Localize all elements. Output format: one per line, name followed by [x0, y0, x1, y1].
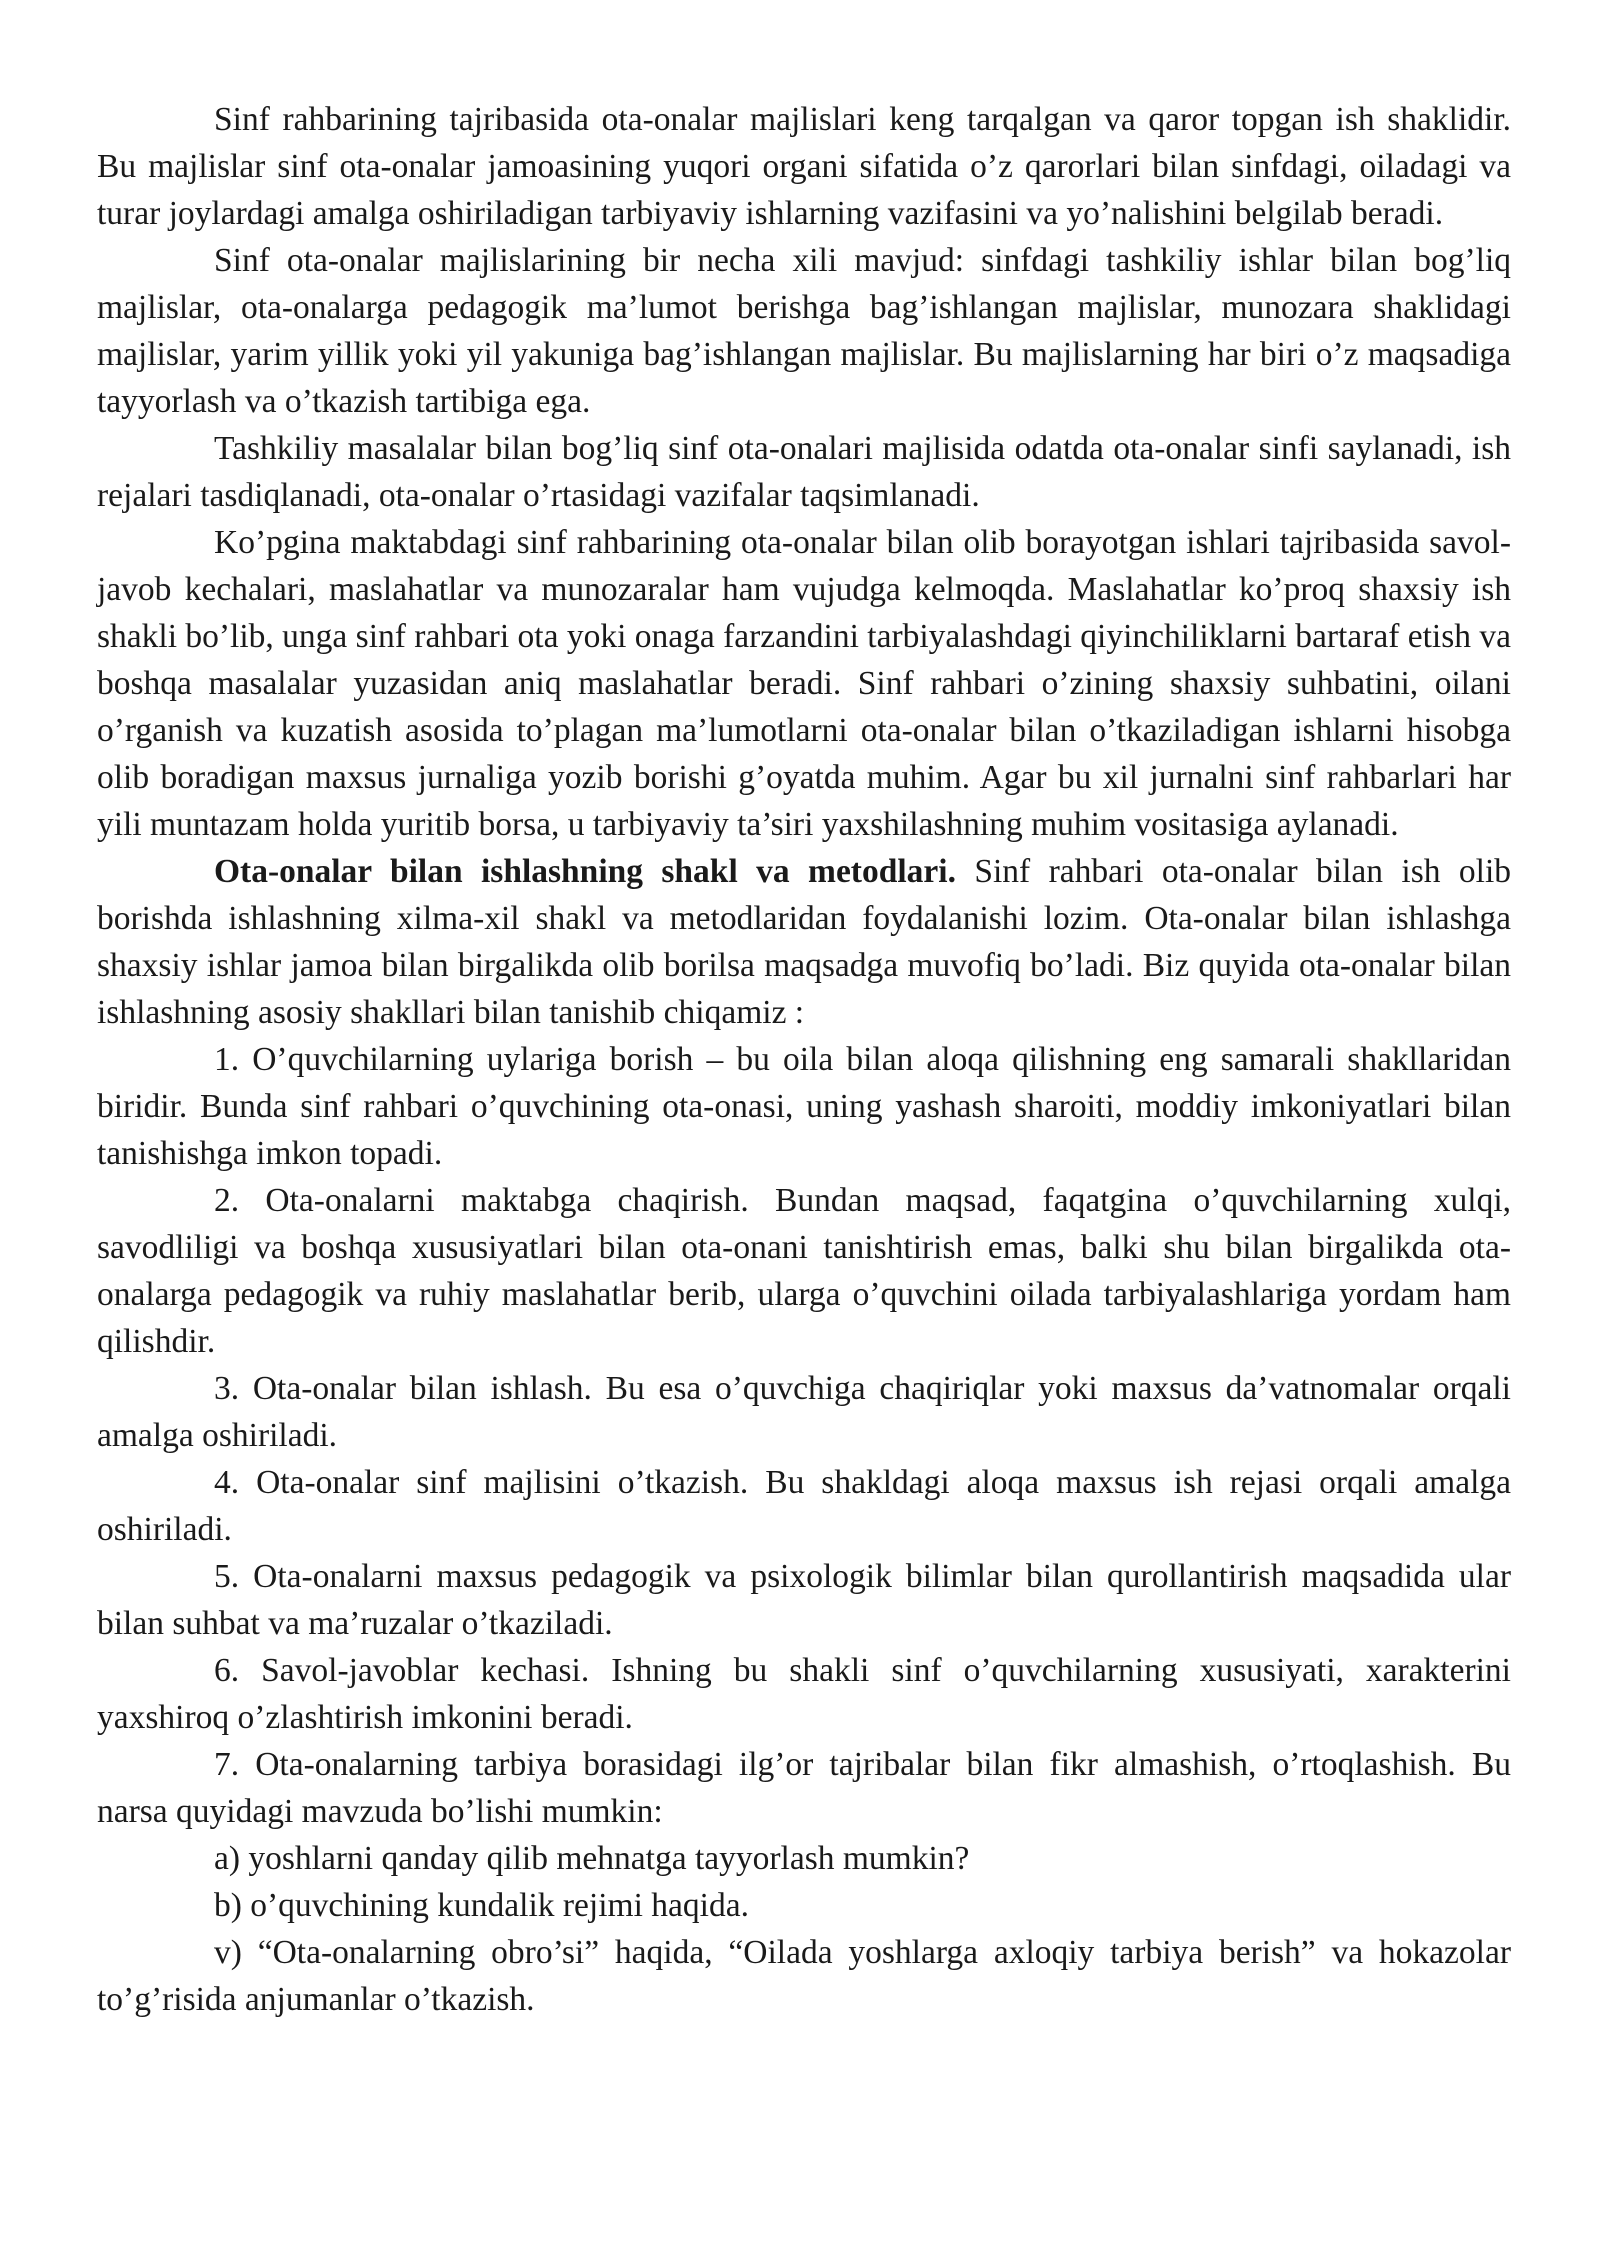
paragraph-3: Tashkiliy masalalar bilan bog’liq sinf ota-onalari majlisida odatda ota-onalar sinfi saylanadi, ish rejalari tasdiqlanadi, ota-onalar o’rtasidagi vazifalar taqsimlanadi.	[97, 430, 1511, 514]
list-item-1: 1. O’quvchilarning uylariga borish – bu oila bilan aloqa qilishning eng samarali shakllaridan biridir. Bunda sinf rahbari o’quvchining ota-onasi, uning yashash sharoiti, moddiy imkoniyatlari bilan tanishishga imkon topadi.	[97, 1041, 1511, 1172]
paragraph-2: Sinf ota-onalar majlislarining bir necha xili mavjud: sinfdagi tashkiliy ishlar bilan bog’liq majlislar, ota-onalarga pedagogik ma’lumot berishga bag’ishlangan majlislar, munozara shaklidagi majlislar, yarim yillik yoki yil yakuniga bag’ishlangan majlislar. Bu majlislarning har biri o’z maqsadiga tayyorlash va o’tkazish tartibiga ega.	[97, 242, 1511, 420]
list-item-2: 2. Ota-onalarni maktabga chaqirish. Bundan maqsad, faqatgina o’quvchilarning xulqi, savodliligi va boshqa xususiyatlari bilan ota-onani tanishtirish emas, balki shu bilan birgalikda ota-onalarga pedagogik va ruhiy maslahatlar berib, ularga o’quvchini oilada tarbiyalashlariga yordam ham qilishdir.	[97, 1182, 1511, 1360]
section-paragraph	[97, 848, 1511, 1036]
sub-item-b: b) o’quvchining kundalik rejimi haqida.	[214, 1887, 749, 1924]
sub-item-a: a) yoshlarni qanday qilib mehnatga tayyorlash mumkin?	[214, 1840, 970, 1877]
paragraph-4: Ko’pgina maktabdagi sinf rahbarining ota-onalar bilan olib borayotgan ishlari tajribasida savol-javob kechalari, maslahatlar va munozaralar ham vujudga kelmoqda. Maslahatlar ko’proq shaxsiy ish shakli bo’lib, unga sinf rahbari ota yoki onaga farzandini tarbiyalashdagi qiyinchiliklarni bartaraf etish va boshqa masalalar yuzasidan aniq maslahatlar beradi. Sinf rahbari o’zining shaxsiy suhbatini, oilani o’rganish va kuzatish asosida to’plagan ma’lumotlarni ota-onalar bilan o’tkaziladigan ishlarni hisobga olib boradigan maxsus jurnaliga yozib borishi g’oyatda muhim. Agar bu xil jurnalni sinf rahbarlari har yili muntazam holda yuritib borsa, u tarbiyaviy ta’siri yaxshilashning muhim vositasiga aylanadi.	[97, 524, 1511, 843]
section-text: Sinf rahbari ota-onalar bilan ish olib borishda ishlashning xilma-xil shakl va metodlaridan foydalanishi lozim. Ota-onalar bilan ishlashga shaxsiy ishlar jamoa bilan birgalikda olib borilsa maqsadga muvofiq bo’ladi. Biz quyida ota-onalar bilan ishlashning asosiy shakllari bilan tanishib chiqamiz :	[97, 853, 1511, 1031]
list-item-7: 7. Ota-onalarning tarbiya borasidagi ilg’or tajribalar bilan fikr almashish, o’rtoqlashish. Bu narsa quyidagi mavzuda bo’lishi mumkin:	[97, 1746, 1511, 1830]
paragraph-1: Sinf rahbarining tajribasida ota-onalar majlislari keng tarqalgan va qaror topgan ish shaklidir. Bu majlislar sinf ota-onalar jamoasining yuqori organi sifatida o’z qarorlari bilan sinfdagi, oiladagi va turar joylardagi amalga oshiriladigan tarbiyaviy ishlarning vazifasini va yo’nalishini belgilab beradi.	[97, 101, 1511, 232]
list-item-5: 5. Ota-onalarni maxsus pedagogik va psixologik bilimlar bilan qurollantirish maqsadida ular bilan suhbat va ma’ruzalar o’tkaziladi.	[97, 1558, 1511, 1642]
list-item-4: 4. Ota-onalar sinf majlisini o’tkazish. Bu shakldagi aloqa maxsus ish rejasi orqali amalga oshiriladi.	[97, 1464, 1511, 1548]
list-item-6: 6. Savol-javoblar kechasi. Ishning bu shakli sinf o’quvchilarning xususiyati, xarakterini yaxshiroq o’zlashtirish imkonini beradi.	[97, 1652, 1511, 1736]
section-heading: Ota-onalar bilan ishlashning shakl va metodlari.	[214, 853, 956, 890]
list-item-3: 3. Ota-onalar bilan ishlash. Bu esa o’quvchiga chaqiriqlar yoki maxsus da’vatnomalar orqali amalga oshiriladi.	[97, 1370, 1511, 1454]
document-page	[97, 96, 1511, 2023]
sub-item-v: v) “Ota-onalarning obro’si” haqida, “Oilada yoshlarga axloqiy tarbiya berish” va hokazolar to’g’risida anjumanlar o’tkazish.	[97, 1934, 1511, 2018]
